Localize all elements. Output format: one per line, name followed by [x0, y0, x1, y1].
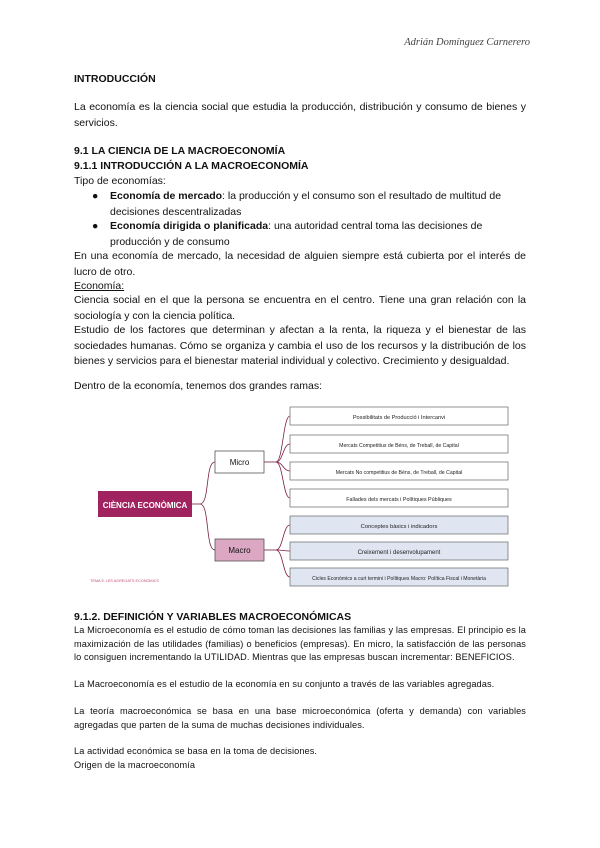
micro-item-label: Fallades dels mercats i Polítiques Públiques — [346, 497, 452, 503]
macro-item-label: Cicles Econòmics a curt termini i Polítiques Macro: Política Fiscal i Monetària — [312, 576, 486, 582]
author-name: Adrián Domínguez Carnerero — [404, 37, 530, 48]
origen-paragraph: Origen de la macroeconomía — [74, 760, 196, 770]
bullet-dot-icon: ● — [92, 220, 99, 232]
macro-item-label: Creixement i desenvolupament — [357, 550, 441, 556]
root-label: CIÈNCIA ECONÒMICA — [102, 501, 188, 510]
section-9-1-title: 9.1 LA CIENCIA DE LA MACROECONOMÍA — [74, 145, 286, 157]
micro-label: Micro — [229, 458, 250, 467]
ramas-paragraph: Dentro de la economía, tenemos dos grandes ramas: — [74, 380, 323, 392]
economia-label: Economía: — [74, 280, 125, 292]
section-9-1-2-title: 9.1.2. DEFINICIÓN Y VARIABLES MACROECONÓMICAS — [74, 611, 352, 623]
bullet-term: Economía de mercado — [110, 190, 223, 202]
bullet-term: Economía dirigida o planificada — [110, 220, 269, 232]
bullet-text: : la producción y el consumo son el resultado de multitud de decisiones descentralizadas — [110, 190, 502, 218]
macro-label: Macro — [228, 546, 251, 555]
bullet-dot-icon: ● — [92, 190, 99, 202]
microeconomia-paragraph: La Microeconomía es el estudio de cómo toman las decisiones las familias y las empresas. El principio es la maximización de las utilidades (familias) o beneficios (empresas). En micro, la satisfacción de las personas lo consiguen incrementando la UTILIDAD. Mientras que las empresas buscan incrementar: BENEFICIOS. — [74, 625, 526, 662]
section-9-1-1-title: 9.1.1 INTRODUCCIÓN A LA MACROECONOMÍA — [74, 160, 309, 172]
micro-item-label: Mercats Competitius de Béns, de Treball, de Capital — [339, 443, 459, 449]
micro-item-label: Possibilitats de Producció i Intercanvi — [352, 415, 446, 421]
market-paragraph: En una economía de mercado, la necesidad de alguien siempre está cubierta por el interés de lucro de otro. — [74, 250, 526, 278]
economics-diagram — [0, 400, 600, 595]
economia-definition-1: Ciencia social en el que la persona se encuentra en el centro. Tiene una gran relación con la sociología y con la ciencia política. — [74, 294, 526, 322]
intro-title: INTRODUCCIÓN — [74, 73, 156, 85]
actividad-paragraph: La actividad económica se basa en la toma de decisiones. — [74, 746, 318, 756]
bullet-text: : una autoridad central toma las decisiones de producción y de consumo — [110, 220, 483, 248]
micro-item-label: Mercats No competitius de Béns, de Treball, de Capital — [335, 470, 463, 476]
diagram-caption: TEMA 9: LES AGREGATS ECONÒMICS — [90, 579, 159, 583]
tipo-economias-label: Tipo de economías: — [74, 175, 166, 187]
bullet-economia-mercado — [92, 189, 526, 220]
macro-item-label: Conceptes bàsics i indicadors — [360, 524, 438, 530]
macroeconomia-paragraph: La Macroeconomía es el estudio de la economía en su conjunto a través de las variables agregadas. — [74, 679, 495, 689]
economia-definition-2: Estudio de los factores que determinan y afectan a la renta, la riqueza y el bienestar de las sociedades humanas. Cómo se organiza y cambia el uso de los recursos y la distribución de los bienes y servicios para el bienestar material individual y colectivo. Crecimiento y desigualdad. — [74, 324, 526, 367]
bullet-economia-dirigida — [92, 219, 526, 250]
intro-paragraph: La economía es la ciencia social que estudia la producción, distribución y consumo de bienes y servicios. — [74, 101, 526, 129]
teoria-paragraph: La teoría macroeconómica se basa en una base microeconómica (oferta y demanda) con variables agregadas que parten de la suma de muchas decisiones individuales. — [74, 706, 526, 730]
